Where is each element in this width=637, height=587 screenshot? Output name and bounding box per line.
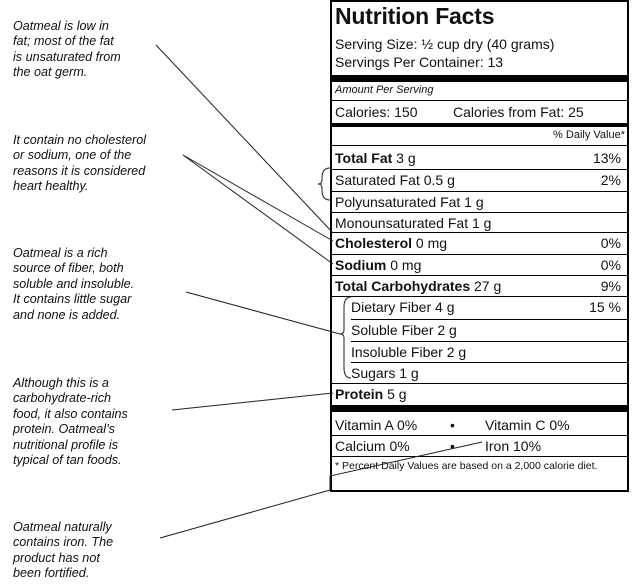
nutrition-facts-label	[330, 0, 629, 492]
total-carbohydrates-row	[335, 276, 623, 296]
soluble-fiber-name: Soluble Fiber 2 g	[351, 322, 457, 338]
insoluble-fiber-row	[351, 342, 623, 362]
protein-amount: 5 g	[383, 386, 407, 402]
divider	[332, 145, 627, 146]
dietary-fiber-dv: 15 %	[589, 299, 621, 315]
leader-line-protein	[172, 393, 333, 410]
footnote: * Percent Daily Values are based on a 2,000 calorie diet.	[335, 460, 598, 472]
leader-line-cholesterol	[183, 155, 333, 241]
insoluble-fiber-name: Insoluble Fiber 2 g	[351, 344, 467, 360]
annotation-fat: Oatmeal is low in fat; most of the fat is unsaturated from the oat germ.	[13, 19, 121, 80]
dietary-fiber-name: Dietary Fiber 4 g	[351, 299, 455, 315]
saturated-fat-name: Saturated Fat 0.5 g	[335, 172, 455, 188]
total-fat-row	[335, 148, 623, 168]
annotation-cholesterol-sodium: It contain no cholesterol or sodium, one of the reasons it is considered heart healthy.	[13, 133, 147, 194]
dietary-fiber-row	[351, 297, 623, 317]
vitamin-a: Vitamin A 0%	[335, 417, 418, 433]
saturated-fat-dv: 2%	[600, 172, 621, 188]
sugars-name: Sugars 1 g	[351, 365, 419, 381]
label-title: Nutrition Facts	[335, 3, 495, 29]
annotation-fiber: Oatmeal is a rich source of fiber, both soluble and insoluble. It contains little sugar and none is added.	[13, 246, 135, 322]
divider	[332, 456, 627, 457]
soluble-fiber-row	[351, 320, 623, 340]
calcium: Calcium 0%	[335, 438, 410, 454]
cholesterol-dv: 0%	[600, 235, 621, 251]
sodium-dv: 0%	[600, 257, 621, 273]
polyunsaturated-fat-name: Polyunsaturated Fat 1 g	[335, 194, 484, 210]
sugars-row	[351, 363, 623, 383]
sodium-amount: 0 mg	[386, 257, 422, 273]
thick-divider	[332, 75, 627, 82]
daily-value-header: % Daily Value*	[553, 129, 625, 141]
saturated-fat-row	[335, 170, 623, 190]
calories-row	[335, 104, 623, 120]
cholesterol-name: Cholesterol	[335, 235, 413, 251]
protein-name: Protein	[335, 386, 384, 402]
annotation-iron: Oatmeal naturally contains iron. The product has not been fortified.	[13, 520, 114, 581]
annotation-protein: Although this is a carbohydrate-rich food, it also contains protein. Oatmeal’s nutritional profile is typical of tan foods.	[13, 376, 128, 468]
bullet: •	[450, 438, 455, 454]
monounsaturated-fat-name: Monounsaturated Fat 1 g	[335, 215, 492, 231]
leader-line-fiber	[186, 292, 340, 334]
sodium-row	[335, 255, 623, 275]
minerals-row	[335, 436, 623, 456]
serving-size: Serving Size: ½ cup dry (40 grams)	[335, 36, 555, 52]
protein-row	[335, 384, 623, 404]
thick-divider	[332, 405, 627, 412]
calories-from-fat: Calories from Fat: 25	[453, 104, 584, 120]
total-fat-amount: 3 g	[392, 150, 416, 166]
amount-per-serving: Amount Per Serving	[335, 84, 434, 96]
calories: Calories: 150	[335, 104, 418, 120]
leader-line-sodium	[183, 155, 333, 264]
cholesterol-row	[335, 233, 623, 253]
total-fat-dv: 13%	[592, 150, 621, 166]
total-carbohydrates-amount: 27 g	[470, 278, 502, 294]
divider	[332, 100, 627, 101]
vitamin-c: Vitamin C 0%	[485, 417, 570, 433]
leader-line-fat	[156, 45, 333, 233]
sodium-name: Sodium	[335, 257, 387, 273]
total-carbohydrates-dv: 9%	[600, 278, 621, 294]
iron: Iron 10%	[485, 438, 542, 454]
vitamins-row	[335, 415, 623, 435]
total-fat-name: Total Fat	[335, 150, 393, 166]
monounsaturated-fat-row	[335, 213, 623, 233]
polyunsaturated-fat-row	[335, 192, 623, 212]
total-carbohydrates-name: Total Carbohydrates	[335, 278, 471, 294]
servings-per-container: Servings Per Container: 13	[335, 54, 504, 70]
medium-divider	[332, 123, 627, 127]
bullet: •	[450, 417, 455, 433]
bracket-fat	[318, 168, 330, 200]
cholesterol-amount: 0 mg	[412, 235, 448, 251]
